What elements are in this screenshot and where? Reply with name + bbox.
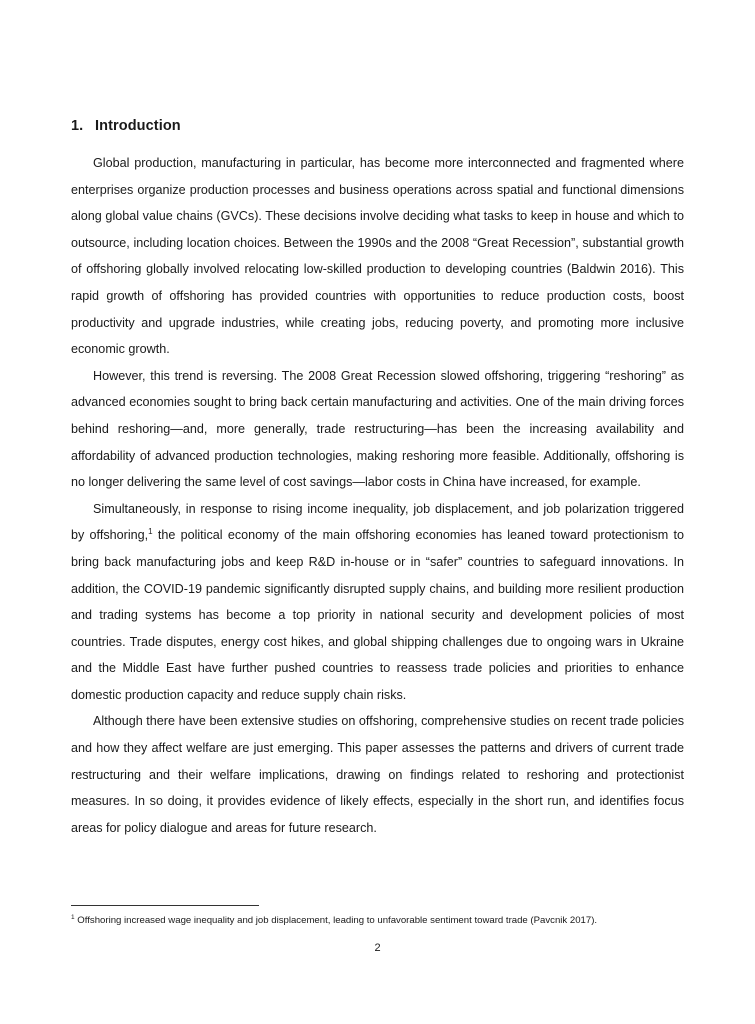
paragraph-3-text-b: the political economy of the main offshoring economies has leaned toward protectionism to bring back manufacturing jobs and keep R&D in-house or in “safer” countries to safeguard innovations. In addition, the COVID-19 pandemic significantly disrupted supply chains, and building more resilient production and trading systems has become a top priority in national security and development policies of most countries. Trade disputes, energy cost hikes, and global shipping challenges due to ongoing wars in Ukraine and the Middle East have further pushed countries to reassess trade policies and priorities to enhance domestic production capacity and reduce supply chain risks. xyxy=(71,528,684,702)
paragraph-3-text-a: Simultaneously, in response to rising income inequality, job displacement, and job polarization triggered by offshoring, xyxy=(71,501,684,543)
paragraph-1: Global production, manufacturing in particular, has become more interconnected and fragmented where enterprises organize production processes and business operations across spatial and functional dimensions along global value chains (GVCs). These decisions involve deciding what tasks to keep in house and which to outsource, including location choices. Between the 1990s and the 2008 “Great Recession”, substantial growth of offshoring globally involved relocating low-skilled production to developing countries (Baldwin 2016). This rapid growth of offshoring has provided countries with opportunities to reduce production costs, boost productivity and upgrade industries, while creating jobs, reducing poverty, and promoting more inclusive economic growth. xyxy=(71,156,684,357)
footnote-text: Offshoring increased wage inequality and job displacement, leading to unfavorable sentiment toward trade (Pavcnik 2017). xyxy=(74,915,598,926)
paragraph-4: Although there have been extensive studies on offshoring, comprehensive studies on recent trade policies and how they affect welfare are just emerging. This paper assesses the patterns and drivers of current trade restructuring and their welfare implications, drawing on findings related to reshoring and protectionist measures. In so doing, it provides evidence of likely effects, especially in the short run, and identifies focus areas for policy dialogue and areas for future research. xyxy=(71,714,684,835)
section-heading xyxy=(71,118,181,134)
page-number: 2 xyxy=(374,942,381,954)
footnote-reference[interactable]: 1 xyxy=(148,527,153,537)
paragraph-3 xyxy=(71,496,684,709)
body-text xyxy=(71,150,684,841)
section-number: 1. xyxy=(71,118,84,134)
footnote xyxy=(71,914,691,928)
footnote-marker: 1 xyxy=(71,913,75,921)
footnote-divider xyxy=(71,905,259,906)
section-title: Introduction xyxy=(95,118,181,134)
paragraph-2: However, this trend is reversing. The 2008 Great Recession slowed offshoring, triggering “reshoring” as advanced economies sought to bring back certain manufacturing and activities. One of the main driving forces behind reshoring—and, more generally, trade restructuring—has been the increasing availability and affordability of advanced production technologies, making reshoring more feasible. Additionally, offshoring is no longer delivering the same level of cost savings—labor costs in China have increased, for example. xyxy=(71,368,684,490)
